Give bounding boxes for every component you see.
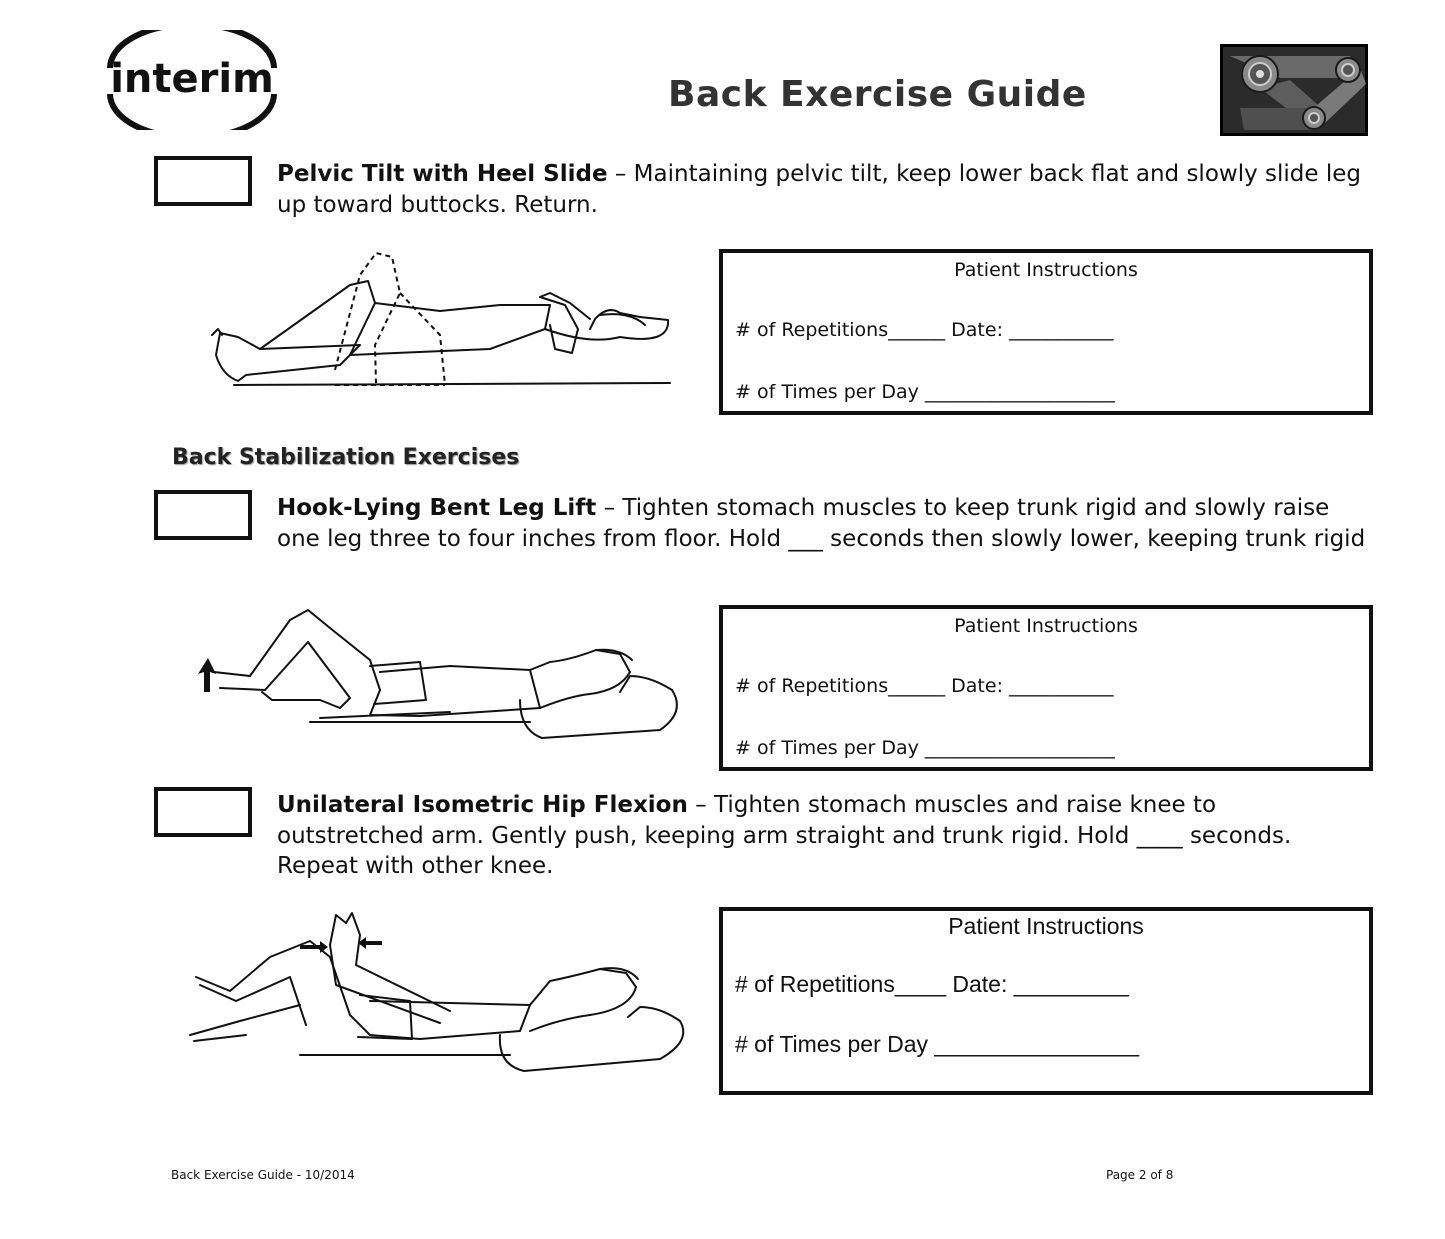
exercise-2-description: – Tighten stomach muscles to keep trunk rigid and slowly raise one leg three to four inches from floor. Hold ___ seconds then slowly lower, keeping trunk rigid [277,495,1366,552]
exercise-1-checkbox[interactable] [154,156,252,206]
exercise-3-name: Unilateral Isometric Hip Flexion [277,792,688,818]
exercise-1-name: Pelvic Tilt with Heel Slide [277,161,608,187]
logo-text: interim [110,56,274,102]
brand-image [1220,44,1368,136]
exercise-3-instructions-box [719,907,1373,1095]
interim-logo [92,30,292,130]
instructions-title: Patient Instructions [948,913,1144,939]
repetitions-date-field[interactable]: # of Repetitions______ Date: ___________ [735,675,1114,697]
bent-leg-lift-illustration [190,600,690,750]
instructions-title: Patient Instructions [954,615,1138,637]
hip-flexion-illustration [180,905,700,1075]
exercise-3-text [277,790,1367,882]
footer-document-info: Back Exercise Guide - 10/2014 [171,1168,355,1182]
logo-icon [92,30,292,130]
repetitions-date-field[interactable]: # of Repetitions____ Date: _________ [735,971,1129,997]
exercise-1-instructions-box [719,249,1373,415]
instructions-title: Patient Instructions [954,259,1138,281]
exercise-2-name: Hook-Lying Bent Leg Lift [277,495,597,521]
times-per-day-field[interactable]: # of Times per Day ____________________ [735,737,1115,759]
footer-page-number: Page 2 of 8 [1106,1168,1174,1182]
exercise-1-text [277,159,1367,220]
pelvic-tilt-heel-slide-illustration [200,245,680,395]
document-title: Back Exercise Guide [668,74,1087,115]
exercise-2-checkbox[interactable] [154,490,252,540]
repetitions-date-field[interactable]: # of Repetitions______ Date: ___________ [735,319,1114,341]
times-per-day-field[interactable]: # of Times per Day ____________________ [735,381,1115,403]
times-per-day-field[interactable]: # of Times per Day ________________ [735,1031,1140,1057]
exercise-1-description: – Maintaining pelvic tilt, keep lower back flat and slowly slide leg up toward buttocks. Return. [277,161,1361,218]
exercise-3-description: – Tighten stomach muscles and raise knee to outstretched arm. Gently push, keeping arm straight and trunk rigid. Hold ____ seconds. Repeat with other knee. [277,792,1292,879]
exercise-2-instructions-box [719,605,1373,771]
exercise-2-text [277,493,1367,554]
exercise-3-checkbox[interactable] [154,787,252,837]
gears-belt-icon [1220,44,1368,136]
section-heading: Back Stabilization Exercises [172,445,520,470]
